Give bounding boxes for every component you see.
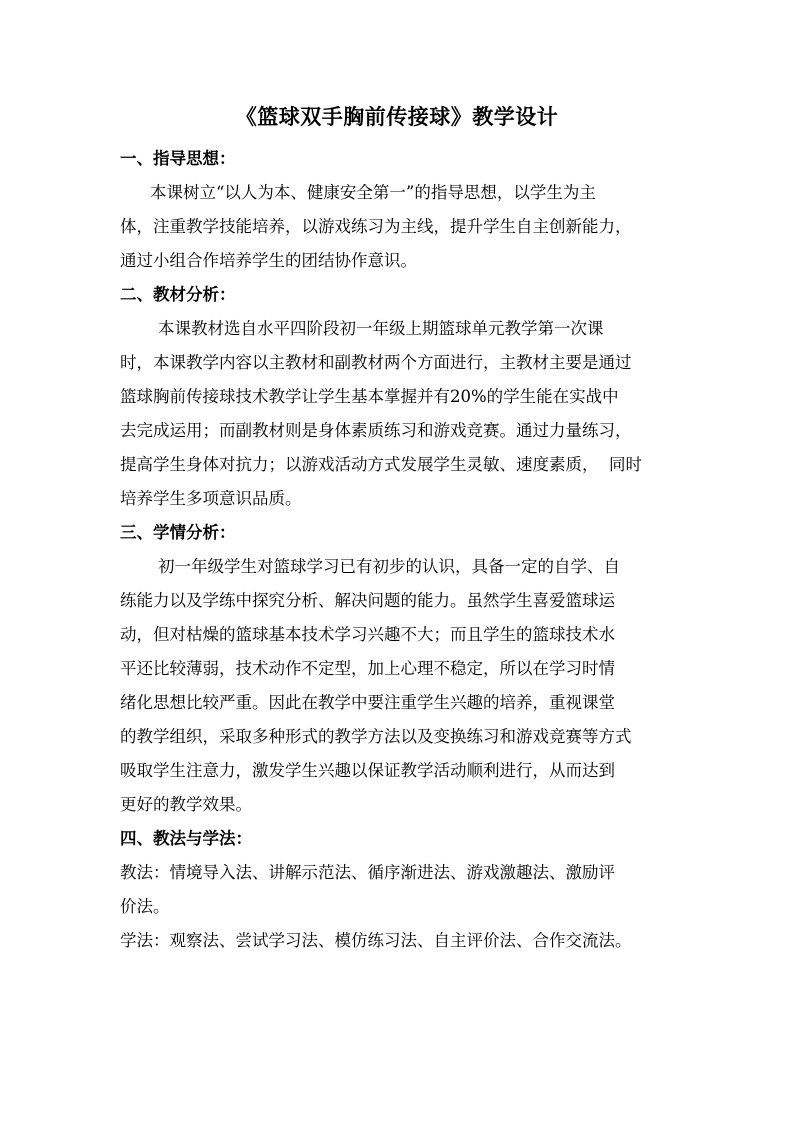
teaching-method-line: 价法。 [120,897,170,916]
paragraph-line: 初一年级学生对篮球学习已有初步的认识，具备一定的自学、自 [158,557,620,576]
section-heading: 三、学情分析： [120,523,236,542]
section-teaching-methods [120,822,710,958]
paragraph-line: 本课树立“以人为本、健康安全第一”的指导思想，以学生为主 [150,183,596,202]
document-body [120,142,710,958]
paragraph-line: 更好的教学效果。 [120,795,252,814]
learning-method-line: 学法：观察法、尝试学习法、模仿练习法、自主评价法、合作交流法。 [120,931,632,950]
section-heading: 四、教法与学法： [120,829,252,848]
paragraph-line: 篮球胸前传接球技术教学让学生基本掌握并有20%的学生能在实战中 [120,387,619,406]
section-heading: 一、指导思想： [120,149,236,168]
paragraph-line: 吸取学生注意力，激发学生兴趣以保证教学活动顺利进行，从而达到 [120,761,615,780]
section-student-analysis [120,516,710,822]
section-guiding-thought [120,142,710,278]
paragraph-line: 提高学生身体对抗力；以游戏活动方式发展学生灵敏、速度素质， 同时 [120,455,642,474]
paragraph-line: 培养学生多项意识品质。 [120,489,302,508]
section-material-analysis [120,278,710,516]
paragraph-line: 去完成运用；而副教材则是身体素质练习和游戏竞赛。通过力量练习， [120,421,632,440]
paragraph-line: 的教学组织，采取多种形式的教学方法以及变换练习和游戏竞赛等方式 [120,727,632,746]
paragraph-line: 绪化思想比较严重。因此在教学中要注重学生兴趣的培养，重视课堂 [120,693,615,712]
paragraph-line: 本课教材选自水平四阶段初一年级上期篮球单元教学第一次课 [158,319,604,338]
paragraph-line: 练能力以及学练中探究分析、解决问题的能力。虽然学生喜爱篮球运 [120,591,615,610]
paragraph-line: 平还比较薄弱，技术动作不定型，加上心理不稳定，所以在学习时情 [120,659,615,678]
paragraph-line: 时，本课教学内容以主教材和副教材两个方面进行，主教材主要是通过 [120,353,632,372]
teaching-method-line: 教法：情境导入法、讲解示范法、循序渐进法、游戏激趣法、激励评 [120,863,615,882]
paragraph-line: 体，注重教学技能培养，以游戏练习为主线，提升学生自主创新能力， [120,217,632,236]
section-heading: 二、教材分析： [120,285,236,304]
paragraph-line: 通过小组合作培养学生的团结协作意识。 [120,251,417,270]
document-title: 《篮球双手胸前传接球》教学设计 [235,104,559,129]
paragraph-line: 动，但对枯燥的篮球基本技术学习兴趣不大；而且学生的篮球技术水 [120,625,615,644]
